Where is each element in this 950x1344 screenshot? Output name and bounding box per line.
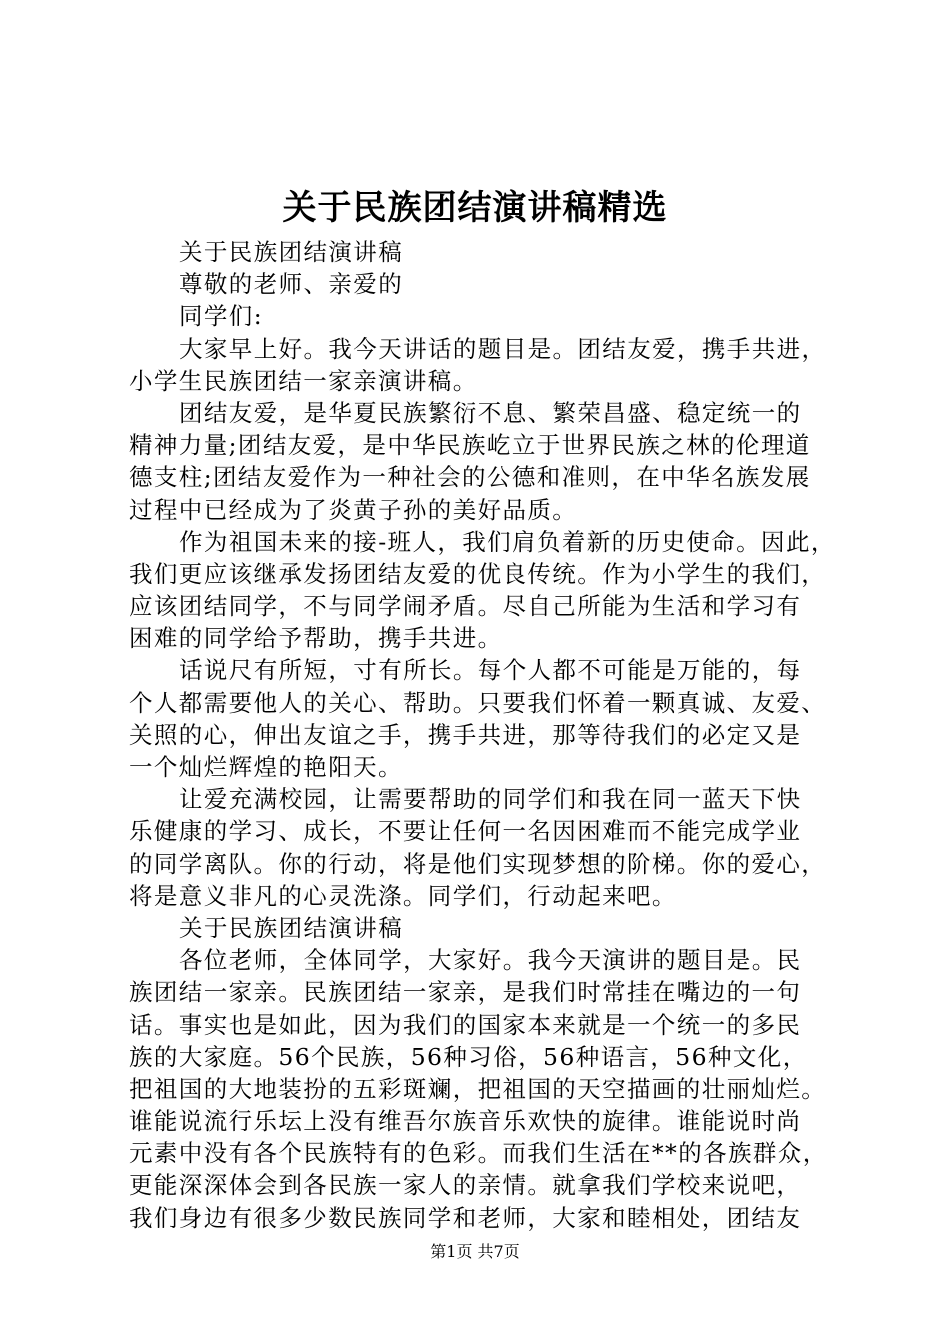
text-line: 关于民族团结演讲稿 <box>179 913 404 942</box>
text-line: 的同学离队。你的行动，将是他们实现梦想的阶梯。你的爱心， <box>129 849 827 878</box>
text-line: 个人都需要他人的关心、帮助。只要我们怀着一颗真诚、友爱、 <box>129 688 827 717</box>
text-line: 我们身边有很多少数民族同学和老师，大家和睦相处，团结友 <box>129 1203 802 1232</box>
text-line: 精神力量;团结友爱，是中华民族屹立于世界民族之林的伦理道 <box>129 431 811 460</box>
text-line: 关照的心，伸出友谊之手，携手共进，那等待我们的必定又是 <box>129 720 802 749</box>
text-line: 尊敬的老师、亲爱的 <box>179 270 404 299</box>
page-footer: 第1页 共7页 <box>430 1242 520 1261</box>
text-line: 元素中没有各个民族特有的色彩。而我们生活在**的各族群众， <box>129 1139 828 1168</box>
text-line: 作为祖国未来的接-班人，我们肩负着新的历史使命。因此， <box>179 527 836 556</box>
text-line: 关于民族团结演讲稿 <box>179 238 404 266</box>
text-line: 各位老师，全体同学，大家好。我今天演讲的题目是。民 <box>179 946 802 975</box>
text-line: 乐健康的学习、成长，不要让任何一名因困难而不能完成学业 <box>129 817 802 846</box>
text-line: 同学们: <box>179 302 264 331</box>
text-line: 话。事实也是如此，因为我们的国家本来就是一个统一的多民 <box>129 1010 802 1039</box>
text-line: 谁能说流行乐坛上没有维吾尔族音乐欢快的旋律。谁能说时尚 <box>129 1107 802 1136</box>
document-body <box>129 236 859 1234</box>
text-line: 小学生民族团结一家亲演讲稿。 <box>129 366 478 395</box>
text-line: 我们更应该继承发扬团结友爱的优良传统。作为小学生的我们， <box>129 559 827 588</box>
text-line: 困难的同学给予帮助，携手共进。 <box>129 624 503 653</box>
text-line: 德支柱;团结友爱作为一种社会的公德和准则，在中华名族发展 <box>129 463 811 492</box>
text-line: 更能深深体会到各民族一家人的亲情。就拿我们学校来说吧， <box>129 1171 802 1200</box>
text-line: 族团结一家亲。民族团结一家亲，是我们时常挂在嘴边的一句 <box>129 978 802 1007</box>
text-line: 将是意义非凡的心灵洗涤。同学们，行动起来吧。 <box>129 881 677 910</box>
text-line: 让爱充满校园，让需要帮助的同学们和我在同一蓝天下快 <box>179 785 802 814</box>
document-title: 关于民族团结演讲稿精选 <box>282 188 668 228</box>
text-line: 团结友爱，是华夏民族繁衍不息、繁荣昌盛、稳定统一的 <box>179 398 802 427</box>
text-line: 应该团结同学，不与同学闹矛盾。尽自己所能为生活和学习有 <box>129 592 802 621</box>
text-line: 过程中已经成为了炎黄子孙的美好品质。 <box>129 495 578 524</box>
text-line: 大家早上好。我今天讲话的题目是。团结友爱，携手共进， <box>179 334 827 363</box>
text-line: 把祖国的大地装扮的五彩斑斓，把祖国的天空描画的壮丽灿烂。 <box>129 1074 827 1103</box>
text-line: 话说尺有所短，寸有所长。每个人都不可能是万能的，每 <box>179 656 802 685</box>
text-line: 一个灿烂辉煌的艳阳天。 <box>129 753 403 781</box>
text-line: 族的大家庭。56个民族，56种习俗，56种语言，56种文化， <box>129 1042 808 1071</box>
